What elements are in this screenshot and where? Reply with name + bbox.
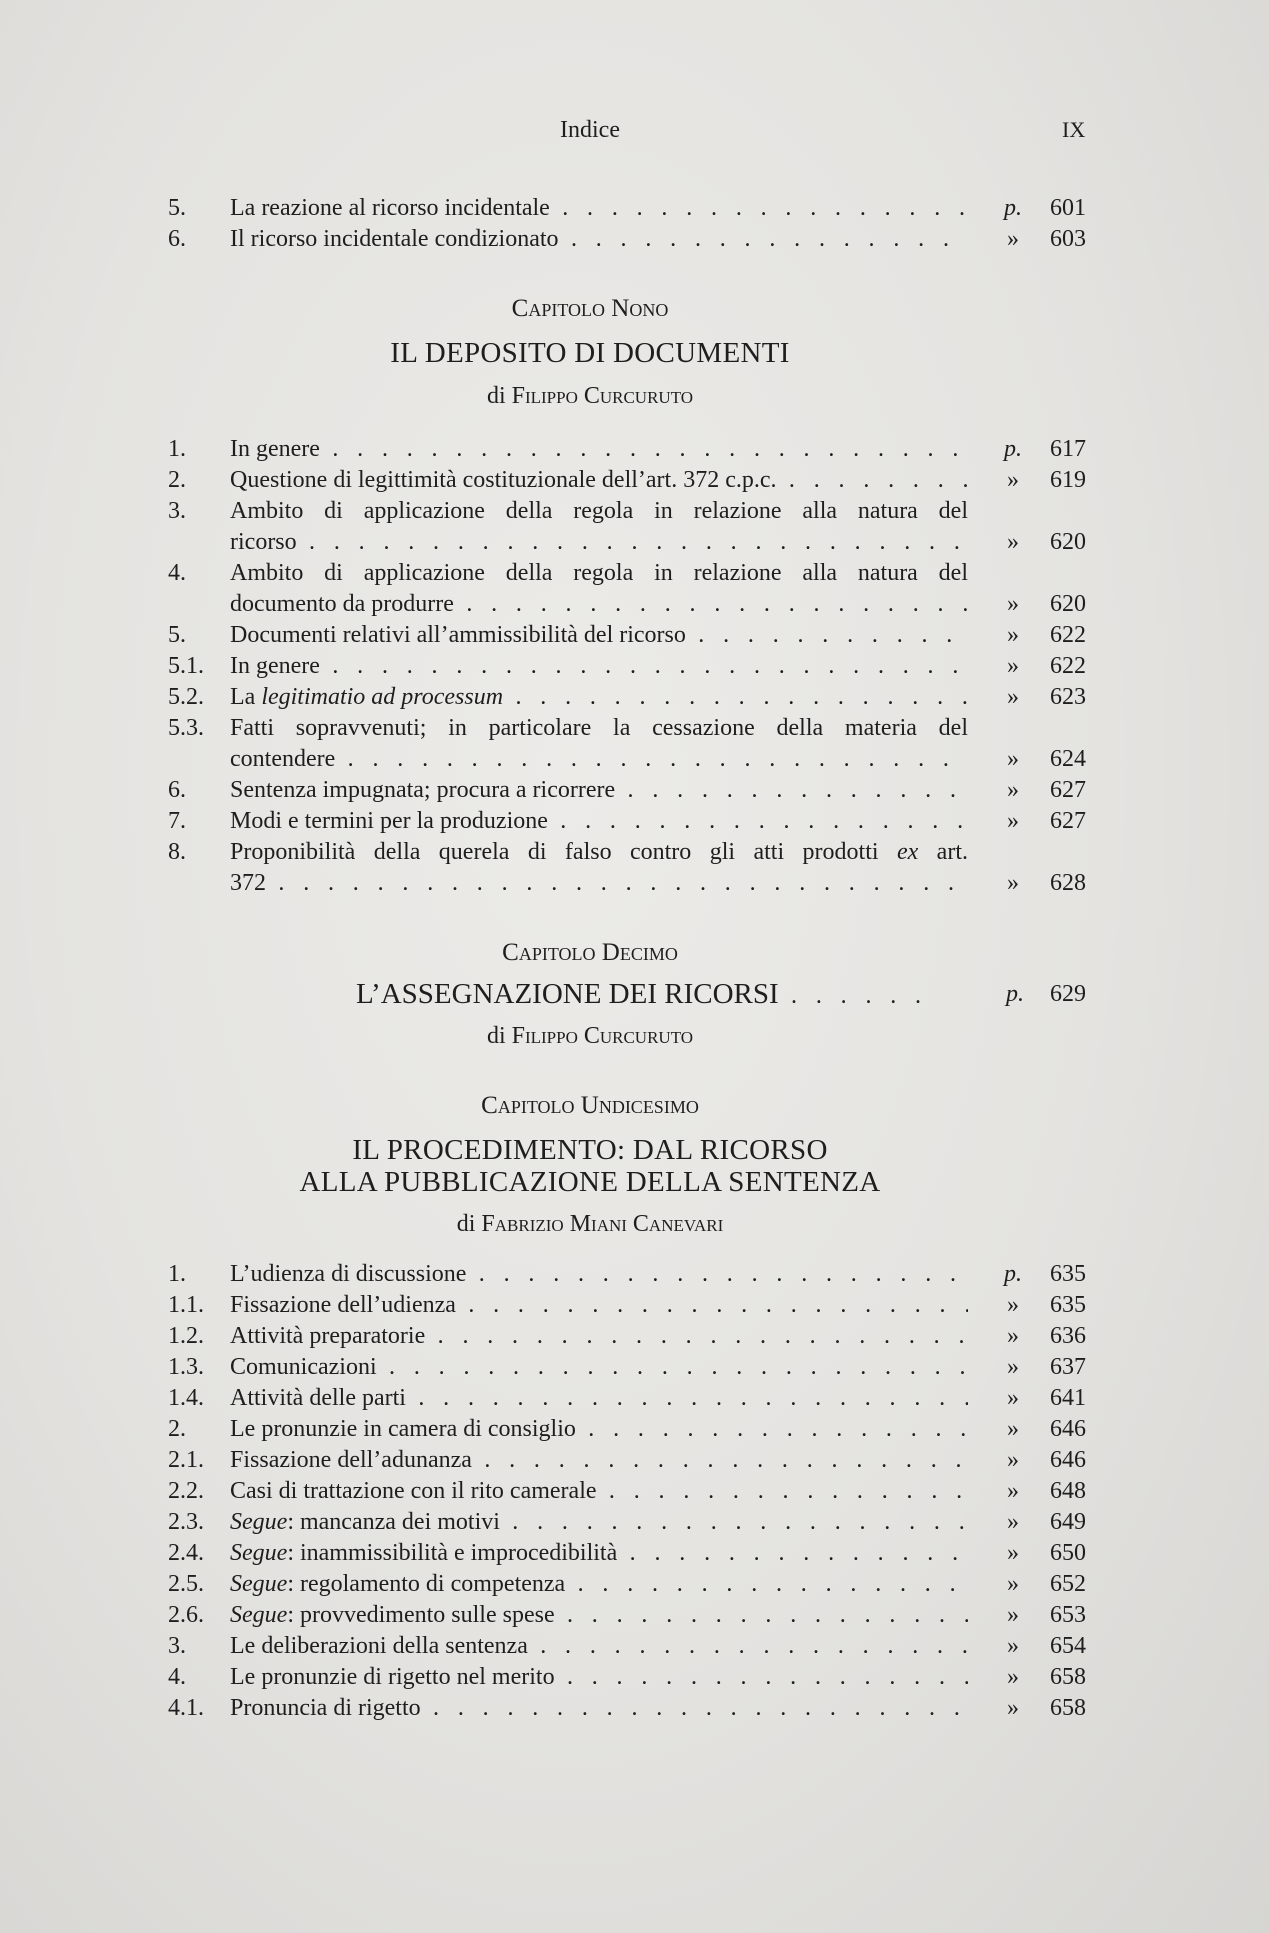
entry-text: art. bbox=[918, 839, 968, 865]
entry-text-line bbox=[230, 1569, 968, 1600]
toc-entry bbox=[0, 620, 1269, 651]
entry-number: 5.3. bbox=[168, 715, 204, 741]
page-marker: p. bbox=[1004, 195, 1022, 221]
entry-text-line bbox=[230, 868, 968, 899]
toc-entry bbox=[0, 1290, 1269, 1321]
entry-text: L’udienza di discussione bbox=[230, 1261, 467, 1287]
entry-text: : mancanza dei motivi bbox=[287, 1509, 500, 1535]
entry-text: Fissazione dell’udienza bbox=[230, 1292, 456, 1318]
entry-number: 1.3. bbox=[168, 1354, 204, 1380]
entry-text: Sentenza impugnata; procura a ricorrere bbox=[230, 777, 616, 803]
toc-entry bbox=[0, 682, 1269, 713]
toc-entry bbox=[0, 1476, 1269, 1507]
entry-number: 1. bbox=[168, 1261, 186, 1287]
page-marker: » bbox=[1007, 1571, 1019, 1597]
entry-text: Le deliberazioni della sentenza bbox=[230, 1633, 528, 1659]
page-number: 619 bbox=[1050, 467, 1086, 493]
entry-text: Modi e termini per la produzione bbox=[230, 808, 548, 834]
entry-text-line bbox=[230, 434, 968, 465]
entry-text-line bbox=[230, 193, 968, 224]
chapter-11-title-line2: ALLA PUBBLICAZIONE DELLA SENTENZA bbox=[299, 1166, 881, 1198]
entry-text: Pronuncia di rigetto bbox=[230, 1695, 421, 1721]
entry-text-line bbox=[230, 1290, 968, 1321]
page-number: 627 bbox=[1050, 808, 1086, 834]
page-marker: » bbox=[1007, 1602, 1019, 1628]
entry-text: Il ricorso incidentale condizionato bbox=[230, 226, 559, 252]
running-title: Indice bbox=[560, 117, 620, 143]
author-prefix: di bbox=[486, 1023, 506, 1049]
entry-text: Le pronunzie in camera di consiglio bbox=[230, 1416, 576, 1442]
page-marker: » bbox=[1007, 1478, 1019, 1504]
page-marker: » bbox=[1007, 1664, 1019, 1690]
chapter-9-label: Capitolo Nono bbox=[511, 295, 669, 322]
entry-text-line bbox=[230, 1414, 968, 1445]
page-number: 649 bbox=[1050, 1509, 1086, 1535]
page-marker: » bbox=[1007, 1540, 1019, 1566]
entry-text-line bbox=[230, 837, 968, 868]
page-marker: » bbox=[1007, 1509, 1019, 1535]
entry-text-line: Ambito di applicazione della regola in relazione alla natura del bbox=[230, 498, 968, 524]
entry-number: 2. bbox=[168, 1416, 186, 1442]
toc-entry bbox=[0, 527, 1269, 558]
entry-text-line bbox=[230, 465, 968, 496]
page-number: 622 bbox=[1050, 622, 1086, 648]
page-number: 637 bbox=[1050, 1354, 1086, 1380]
page-number: 620 bbox=[1050, 591, 1086, 617]
entry-text: : provvedimento sulle spese bbox=[287, 1602, 555, 1628]
entry-text-line bbox=[230, 1538, 968, 1569]
entry-text: Fissazione dell’adunanza bbox=[230, 1447, 472, 1473]
entry-text-line bbox=[230, 589, 968, 620]
entry-text-line bbox=[230, 1693, 968, 1724]
page-marker: » bbox=[1007, 1292, 1019, 1318]
page-marker: p. bbox=[1006, 981, 1024, 1007]
entry-number: 5.2. bbox=[168, 684, 204, 710]
page-number: 620 bbox=[1050, 529, 1086, 555]
page-number: 646 bbox=[1050, 1416, 1086, 1442]
page-number: 601 bbox=[1050, 195, 1086, 221]
entry-text-line bbox=[230, 651, 968, 682]
entry-text: Le pronunzie di rigetto nel merito bbox=[230, 1664, 555, 1690]
chapter-11-label: Capitolo Undicesimo bbox=[481, 1092, 699, 1119]
page-marker: p. bbox=[1004, 1261, 1022, 1287]
entry-text: In genere bbox=[230, 436, 320, 462]
toc-entry bbox=[0, 1259, 1269, 1290]
entry-text: contendere bbox=[230, 746, 336, 772]
page-number: 603 bbox=[1050, 226, 1086, 252]
entry-number: 4.1. bbox=[168, 1695, 204, 1721]
page-marker: » bbox=[1007, 1695, 1019, 1721]
page-folio: IX bbox=[1062, 117, 1086, 142]
page-number: 635 bbox=[1050, 1261, 1086, 1287]
page-number: 624 bbox=[1050, 746, 1086, 772]
page-number: 650 bbox=[1050, 1540, 1086, 1566]
chapter-11-author bbox=[0, 1210, 1180, 1238]
entry-text-line bbox=[230, 1352, 968, 1383]
chapter-10-author bbox=[0, 1022, 1180, 1050]
dot-leader: . . . . . . bbox=[778, 983, 928, 1009]
entry-text: documento da produrre bbox=[230, 591, 454, 617]
toc-entry bbox=[0, 465, 1269, 496]
entry-number: 2. bbox=[168, 467, 186, 493]
author-name: Fabrizio Miani Canevari bbox=[481, 1211, 724, 1237]
toc-entry bbox=[0, 837, 1269, 868]
entry-number: 2.3. bbox=[168, 1509, 204, 1535]
page-marker: » bbox=[1007, 1447, 1019, 1473]
entry-text-italic: legitimatio ad processum bbox=[261, 684, 504, 710]
entry-text: ricorso bbox=[230, 529, 297, 555]
toc-entry bbox=[0, 1414, 1269, 1445]
toc-entry bbox=[0, 434, 1269, 465]
toc-entry bbox=[0, 868, 1269, 899]
entry-number: 5. bbox=[168, 195, 186, 221]
page-marker: » bbox=[1007, 1416, 1019, 1442]
chapter-10-title: L’ASSEGNAZIONE DEI RICORSI bbox=[356, 978, 779, 1010]
page-number: 617 bbox=[1050, 436, 1086, 462]
page-marker: » bbox=[1007, 1323, 1019, 1349]
chapter-10-label: Capitolo Decimo bbox=[502, 939, 678, 966]
entry-text-line bbox=[230, 1259, 968, 1290]
page-marker: » bbox=[1007, 653, 1019, 679]
entry-number: 2.1. bbox=[168, 1447, 204, 1473]
page-marker: » bbox=[1007, 746, 1019, 772]
entry-number: 5.1. bbox=[168, 653, 204, 679]
entry-text: : inammissibilità e improcedibilità bbox=[287, 1540, 618, 1566]
entry-text-line bbox=[230, 744, 968, 775]
author-name: Filippo Curcuruto bbox=[511, 1023, 694, 1049]
page-marker: » bbox=[1007, 1385, 1019, 1411]
entry-number: 3. bbox=[168, 498, 186, 524]
entry-text-line bbox=[230, 775, 968, 806]
entry-text: Attività preparatorie bbox=[230, 1323, 426, 1349]
entry-text-line bbox=[230, 224, 968, 255]
page-marker: » bbox=[1007, 684, 1019, 710]
entry-text-line bbox=[230, 1507, 968, 1538]
page-marker: » bbox=[1007, 1633, 1019, 1659]
toc-entry bbox=[0, 1693, 1269, 1724]
toc-entry bbox=[0, 1569, 1269, 1600]
entry-text-line bbox=[230, 1600, 968, 1631]
entry-text-line bbox=[230, 1321, 968, 1352]
entry-text-line bbox=[230, 1631, 968, 1662]
entry-text-line bbox=[230, 1383, 968, 1414]
entry-number: 5. bbox=[168, 622, 186, 648]
entry-number: 2.6. bbox=[168, 1602, 204, 1628]
entry-number: 3. bbox=[168, 1633, 186, 1659]
entry-number: 4. bbox=[168, 1664, 186, 1690]
entry-number: 1.1. bbox=[168, 1292, 204, 1318]
entry-number: 2.5. bbox=[168, 1571, 204, 1597]
entry-number: 6. bbox=[168, 777, 186, 803]
entry-number: 7. bbox=[168, 808, 186, 834]
entry-text-line: Ambito di applicazione della regola in relazione alla natura del bbox=[230, 560, 968, 586]
page-marker: » bbox=[1007, 1354, 1019, 1380]
page-number: 636 bbox=[1050, 1323, 1086, 1349]
page-marker: » bbox=[1007, 808, 1019, 834]
entry-text: : regolamento di competenza bbox=[287, 1571, 566, 1597]
author-prefix: di bbox=[486, 383, 506, 409]
chapter-11-title-line1: IL PROCEDIMENTO: DAL RICORSO bbox=[352, 1134, 828, 1166]
entry-text-italic: Segue bbox=[230, 1602, 288, 1628]
page-number: 641 bbox=[1050, 1385, 1086, 1411]
page-number: 648 bbox=[1050, 1478, 1086, 1504]
entry-text-line bbox=[230, 1662, 968, 1693]
toc-entry bbox=[0, 558, 1269, 589]
page-number: 635 bbox=[1050, 1292, 1086, 1318]
entry-text-line bbox=[230, 1445, 968, 1476]
entry-text-italic: Segue bbox=[230, 1509, 288, 1535]
page-number: 646 bbox=[1050, 1447, 1086, 1473]
entry-text: Proponibilità della querela di falso contro gli atti prodotti bbox=[230, 839, 897, 865]
toc-entry bbox=[0, 1507, 1269, 1538]
entry-number: 4. bbox=[168, 560, 186, 586]
chapter-9-author bbox=[0, 382, 1180, 410]
page-marker: » bbox=[1007, 467, 1019, 493]
page-marker: p. bbox=[1004, 436, 1022, 462]
toc-entry bbox=[0, 1538, 1269, 1569]
entry-text-italic: Segue bbox=[230, 1540, 288, 1566]
entry-text: In genere bbox=[230, 653, 320, 679]
entry-text: Comunicazioni bbox=[230, 1354, 377, 1380]
toc-entry bbox=[0, 1321, 1269, 1352]
entry-number: 8. bbox=[168, 839, 186, 865]
page-marker: » bbox=[1007, 591, 1019, 617]
toc-entry bbox=[0, 806, 1269, 837]
toc-entry bbox=[0, 1662, 1269, 1693]
page-marker: » bbox=[1007, 622, 1019, 648]
toc-entry bbox=[0, 224, 1269, 255]
entry-text-italic: Segue bbox=[230, 1571, 288, 1597]
entry-text-line bbox=[230, 620, 968, 651]
page-marker: » bbox=[1007, 870, 1019, 896]
page-number: 658 bbox=[1050, 1664, 1086, 1690]
toc-entry bbox=[0, 713, 1269, 744]
page-number: 628 bbox=[1050, 870, 1086, 896]
page-number: 654 bbox=[1050, 1633, 1086, 1659]
toc-entry bbox=[0, 1383, 1269, 1414]
toc-entry bbox=[0, 1600, 1269, 1631]
toc-entry bbox=[0, 193, 1269, 224]
page-number: 623 bbox=[1050, 684, 1086, 710]
toc-entry bbox=[0, 496, 1269, 527]
author-prefix: di bbox=[456, 1211, 476, 1237]
entry-number: 6. bbox=[168, 226, 186, 252]
page-marker: » bbox=[1007, 226, 1019, 252]
entry-text-line: Fatti sopravvenuti; in particolare la cessazione della materia del bbox=[230, 715, 968, 741]
entry-number: 1.4. bbox=[168, 1385, 204, 1411]
page-number: 627 bbox=[1050, 777, 1086, 803]
toc-entry bbox=[0, 1631, 1269, 1662]
entry-number: 1. bbox=[168, 436, 186, 462]
page-number: 652 bbox=[1050, 1571, 1086, 1597]
chapter-10-title-row bbox=[356, 978, 1086, 1011]
entry-text: Questione di legittimità costituzionale dell’art. 372 c.p.c. bbox=[230, 467, 777, 493]
entry-number: 2.4. bbox=[168, 1540, 204, 1566]
entry-number: 2.2. bbox=[168, 1478, 204, 1504]
page-marker: » bbox=[1007, 777, 1019, 803]
entry-text: 372 bbox=[230, 870, 266, 896]
chapter-9-title: IL DEPOSITO DI DOCUMENTI bbox=[390, 337, 790, 369]
entry-text: La reazione al ricorso incidentale bbox=[230, 195, 550, 221]
page-number: 653 bbox=[1050, 1602, 1086, 1628]
page-number: 622 bbox=[1050, 653, 1086, 679]
entry-text-line bbox=[230, 527, 968, 558]
author-name: Filippo Curcuruto bbox=[511, 383, 694, 409]
entry-text-line bbox=[230, 806, 968, 837]
toc-entry bbox=[0, 1352, 1269, 1383]
toc-entry bbox=[0, 651, 1269, 682]
toc-entry bbox=[0, 589, 1269, 620]
page-number: 629 bbox=[1050, 981, 1086, 1007]
page-number: 658 bbox=[1050, 1695, 1086, 1721]
entry-text: Documenti relativi all’ammissibilità del ricorso bbox=[230, 622, 686, 648]
toc-entry bbox=[0, 1445, 1269, 1476]
entry-text-italic: ex bbox=[896, 839, 919, 865]
entry-number: 1.2. bbox=[168, 1323, 204, 1349]
entry-text-line bbox=[230, 1476, 968, 1507]
entry-text-line bbox=[230, 682, 968, 713]
entry-text: Attività delle parti bbox=[230, 1385, 406, 1411]
toc-entry bbox=[0, 775, 1269, 806]
page-marker: » bbox=[1007, 529, 1019, 555]
toc-entry bbox=[0, 744, 1269, 775]
entry-text: Casi di trattazione con il rito camerale bbox=[230, 1478, 597, 1504]
entry-text: La bbox=[230, 684, 262, 710]
